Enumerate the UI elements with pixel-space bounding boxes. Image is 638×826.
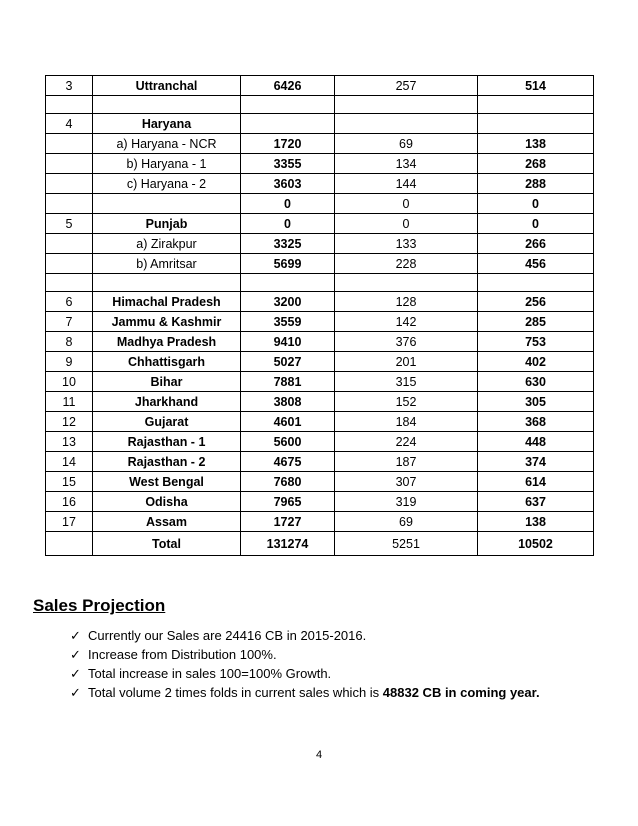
region-name-cell: Uttranchal [93,76,241,96]
region-name-cell: Total [93,532,241,556]
row-number-cell: 9 [46,352,93,372]
empty-cell [478,96,594,114]
list-item [70,645,540,664]
empty-cell [241,274,335,292]
table-row [46,234,594,254]
region-name-cell: c) Haryana - 2 [93,174,241,194]
value-1-cell: 4675 [241,452,335,472]
value-3-cell: 614 [478,472,594,492]
value-3-cell: 266 [478,234,594,254]
value-1-cell: 1720 [241,134,335,154]
value-3-cell: 514 [478,76,594,96]
value-1-cell: 7965 [241,492,335,512]
value-1-cell: 3559 [241,312,335,332]
row-number-cell [46,234,93,254]
bullet-bold-text: 48832 CB in coming year. [382,685,540,700]
row-number-cell: 7 [46,312,93,332]
value-1-cell: 131274 [241,532,335,556]
value-3-cell: 374 [478,452,594,472]
row-number-cell: 11 [46,392,93,412]
empty-cell [46,274,93,292]
value-2-cell: 5251 [335,532,478,556]
row-number-cell [46,194,93,214]
value-3-cell: 0 [478,214,594,234]
region-name-cell: Rajasthan - 2 [93,452,241,472]
row-number-cell [46,254,93,274]
value-2-cell: 224 [335,432,478,452]
value-2-cell: 152 [335,392,478,412]
row-number-cell: 8 [46,332,93,352]
sales-distribution-table [45,75,594,556]
empty-cell [478,274,594,292]
value-1-cell: 3355 [241,154,335,174]
value-2-cell: 376 [335,332,478,352]
region-name-cell: Madhya Pradesh [93,332,241,352]
table-row [46,214,594,234]
value-1-cell: 5027 [241,352,335,372]
list-item [70,626,540,645]
table-row [46,512,594,532]
value-1-cell: 3325 [241,234,335,254]
section-title: Sales Projection [33,596,166,615]
value-2-cell: 201 [335,352,478,372]
region-name-cell: Jharkhand [93,392,241,412]
table-row [46,312,594,332]
region-name-cell: Odisha [93,492,241,512]
value-3-cell: 305 [478,392,594,412]
table-row [46,194,594,214]
value-1-cell: 0 [241,214,335,234]
empty-cell [335,274,478,292]
table-row [46,492,594,512]
value-3-cell: 753 [478,332,594,352]
table-row [46,332,594,352]
value-2-cell: 319 [335,492,478,512]
list-item [70,683,540,702]
table-row [46,134,594,154]
empty-cell [335,96,478,114]
value-2-cell: 184 [335,412,478,432]
value-1-cell: 4601 [241,412,335,432]
empty-cell [93,274,241,292]
value-2-cell: 228 [335,254,478,274]
value-2-cell: 144 [335,174,478,194]
value-2-cell: 315 [335,372,478,392]
sales-projection-list [70,626,540,702]
region-name-cell: b) Haryana - 1 [93,154,241,174]
value-2-cell [335,114,478,134]
table-row [46,154,594,174]
row-number-cell: 10 [46,372,93,392]
table-row [46,412,594,432]
region-name-cell: Bihar [93,372,241,392]
region-name-cell: Jammu & Kashmir [93,312,241,332]
table-row [46,352,594,372]
value-3-cell: 637 [478,492,594,512]
row-number-cell: 3 [46,76,93,96]
region-name-cell: Assam [93,512,241,532]
value-2-cell: 0 [335,214,478,234]
value-3-cell: 402 [478,352,594,372]
region-name-cell: Haryana [93,114,241,134]
value-3-cell: 288 [478,174,594,194]
value-1-cell: 3808 [241,392,335,412]
value-3-cell: 256 [478,292,594,312]
table-row [46,114,594,134]
value-3-cell: 448 [478,432,594,452]
blank-row [46,96,594,114]
check-icon: ✓ [70,628,81,643]
value-2-cell: 69 [335,512,478,532]
table-row [46,292,594,312]
row-number-cell: 12 [46,412,93,432]
value-3-cell: 10502 [478,532,594,556]
value-1-cell: 0 [241,194,335,214]
value-3-cell: 0 [478,194,594,214]
blank-row [46,274,594,292]
value-2-cell: 187 [335,452,478,472]
value-3-cell [478,114,594,134]
value-1-cell: 7680 [241,472,335,492]
value-2-cell: 134 [335,154,478,174]
row-number-cell [46,174,93,194]
row-number-cell: 17 [46,512,93,532]
bullet-text: Currently our Sales are 24416 CB in 2015-2016. [88,628,367,643]
value-1-cell: 3200 [241,292,335,312]
total-row [46,532,594,556]
page-number: 4 [315,749,323,761]
table-row [46,452,594,472]
value-1-cell: 5600 [241,432,335,452]
value-2-cell: 69 [335,134,478,154]
row-number-cell [46,532,93,556]
value-2-cell: 133 [335,234,478,254]
value-3-cell: 630 [478,372,594,392]
row-number-cell: 5 [46,214,93,234]
value-2-cell: 0 [335,194,478,214]
value-1-cell: 7881 [241,372,335,392]
row-number-cell: 14 [46,452,93,472]
row-number-cell: 6 [46,292,93,312]
value-1-cell: 1727 [241,512,335,532]
row-number-cell [46,154,93,174]
empty-cell [46,96,93,114]
region-name-cell: Rajasthan - 1 [93,432,241,452]
value-3-cell: 268 [478,154,594,174]
empty-cell [93,96,241,114]
bullet-text: Total increase in sales 100=100% Growth. [88,666,332,681]
value-3-cell: 368 [478,412,594,432]
check-icon: ✓ [70,685,81,700]
value-3-cell: 456 [478,254,594,274]
table-row [46,174,594,194]
region-name-cell: Punjab [93,214,241,234]
table-row [46,392,594,412]
check-icon: ✓ [70,666,81,681]
value-2-cell: 142 [335,312,478,332]
bullet-text: Increase from Distribution 100%. [88,647,277,662]
value-1-cell: 6426 [241,76,335,96]
value-2-cell: 257 [335,76,478,96]
row-number-cell: 16 [46,492,93,512]
region-name-cell [93,194,241,214]
value-3-cell: 138 [478,134,594,154]
row-number-cell: 4 [46,114,93,134]
region-name-cell: a) Zirakpur [93,234,241,254]
row-number-cell: 15 [46,472,93,492]
empty-cell [241,96,335,114]
value-1-cell [241,114,335,134]
region-name-cell: Himachal Pradesh [93,292,241,312]
region-name-cell: b) Amritsar [93,254,241,274]
row-number-cell: 13 [46,432,93,452]
region-name-cell: West Bengal [93,472,241,492]
value-1-cell: 3603 [241,174,335,194]
table-row [46,432,594,452]
region-name-cell: a) Haryana - NCR [93,134,241,154]
list-item [70,664,540,683]
value-1-cell: 9410 [241,332,335,352]
region-name-cell: Gujarat [93,412,241,432]
value-3-cell: 285 [478,312,594,332]
check-icon: ✓ [70,647,81,662]
table-row [46,372,594,392]
value-2-cell: 128 [335,292,478,312]
table-row [46,254,594,274]
table-row [46,472,594,492]
bullet-text: Total volume 2 times folds in current sales which is [88,685,383,700]
value-3-cell: 138 [478,512,594,532]
row-number-cell [46,134,93,154]
region-name-cell: Chhattisgarh [93,352,241,372]
table-row [46,76,594,96]
table-body [46,76,594,556]
value-2-cell: 307 [335,472,478,492]
value-1-cell: 5699 [241,254,335,274]
